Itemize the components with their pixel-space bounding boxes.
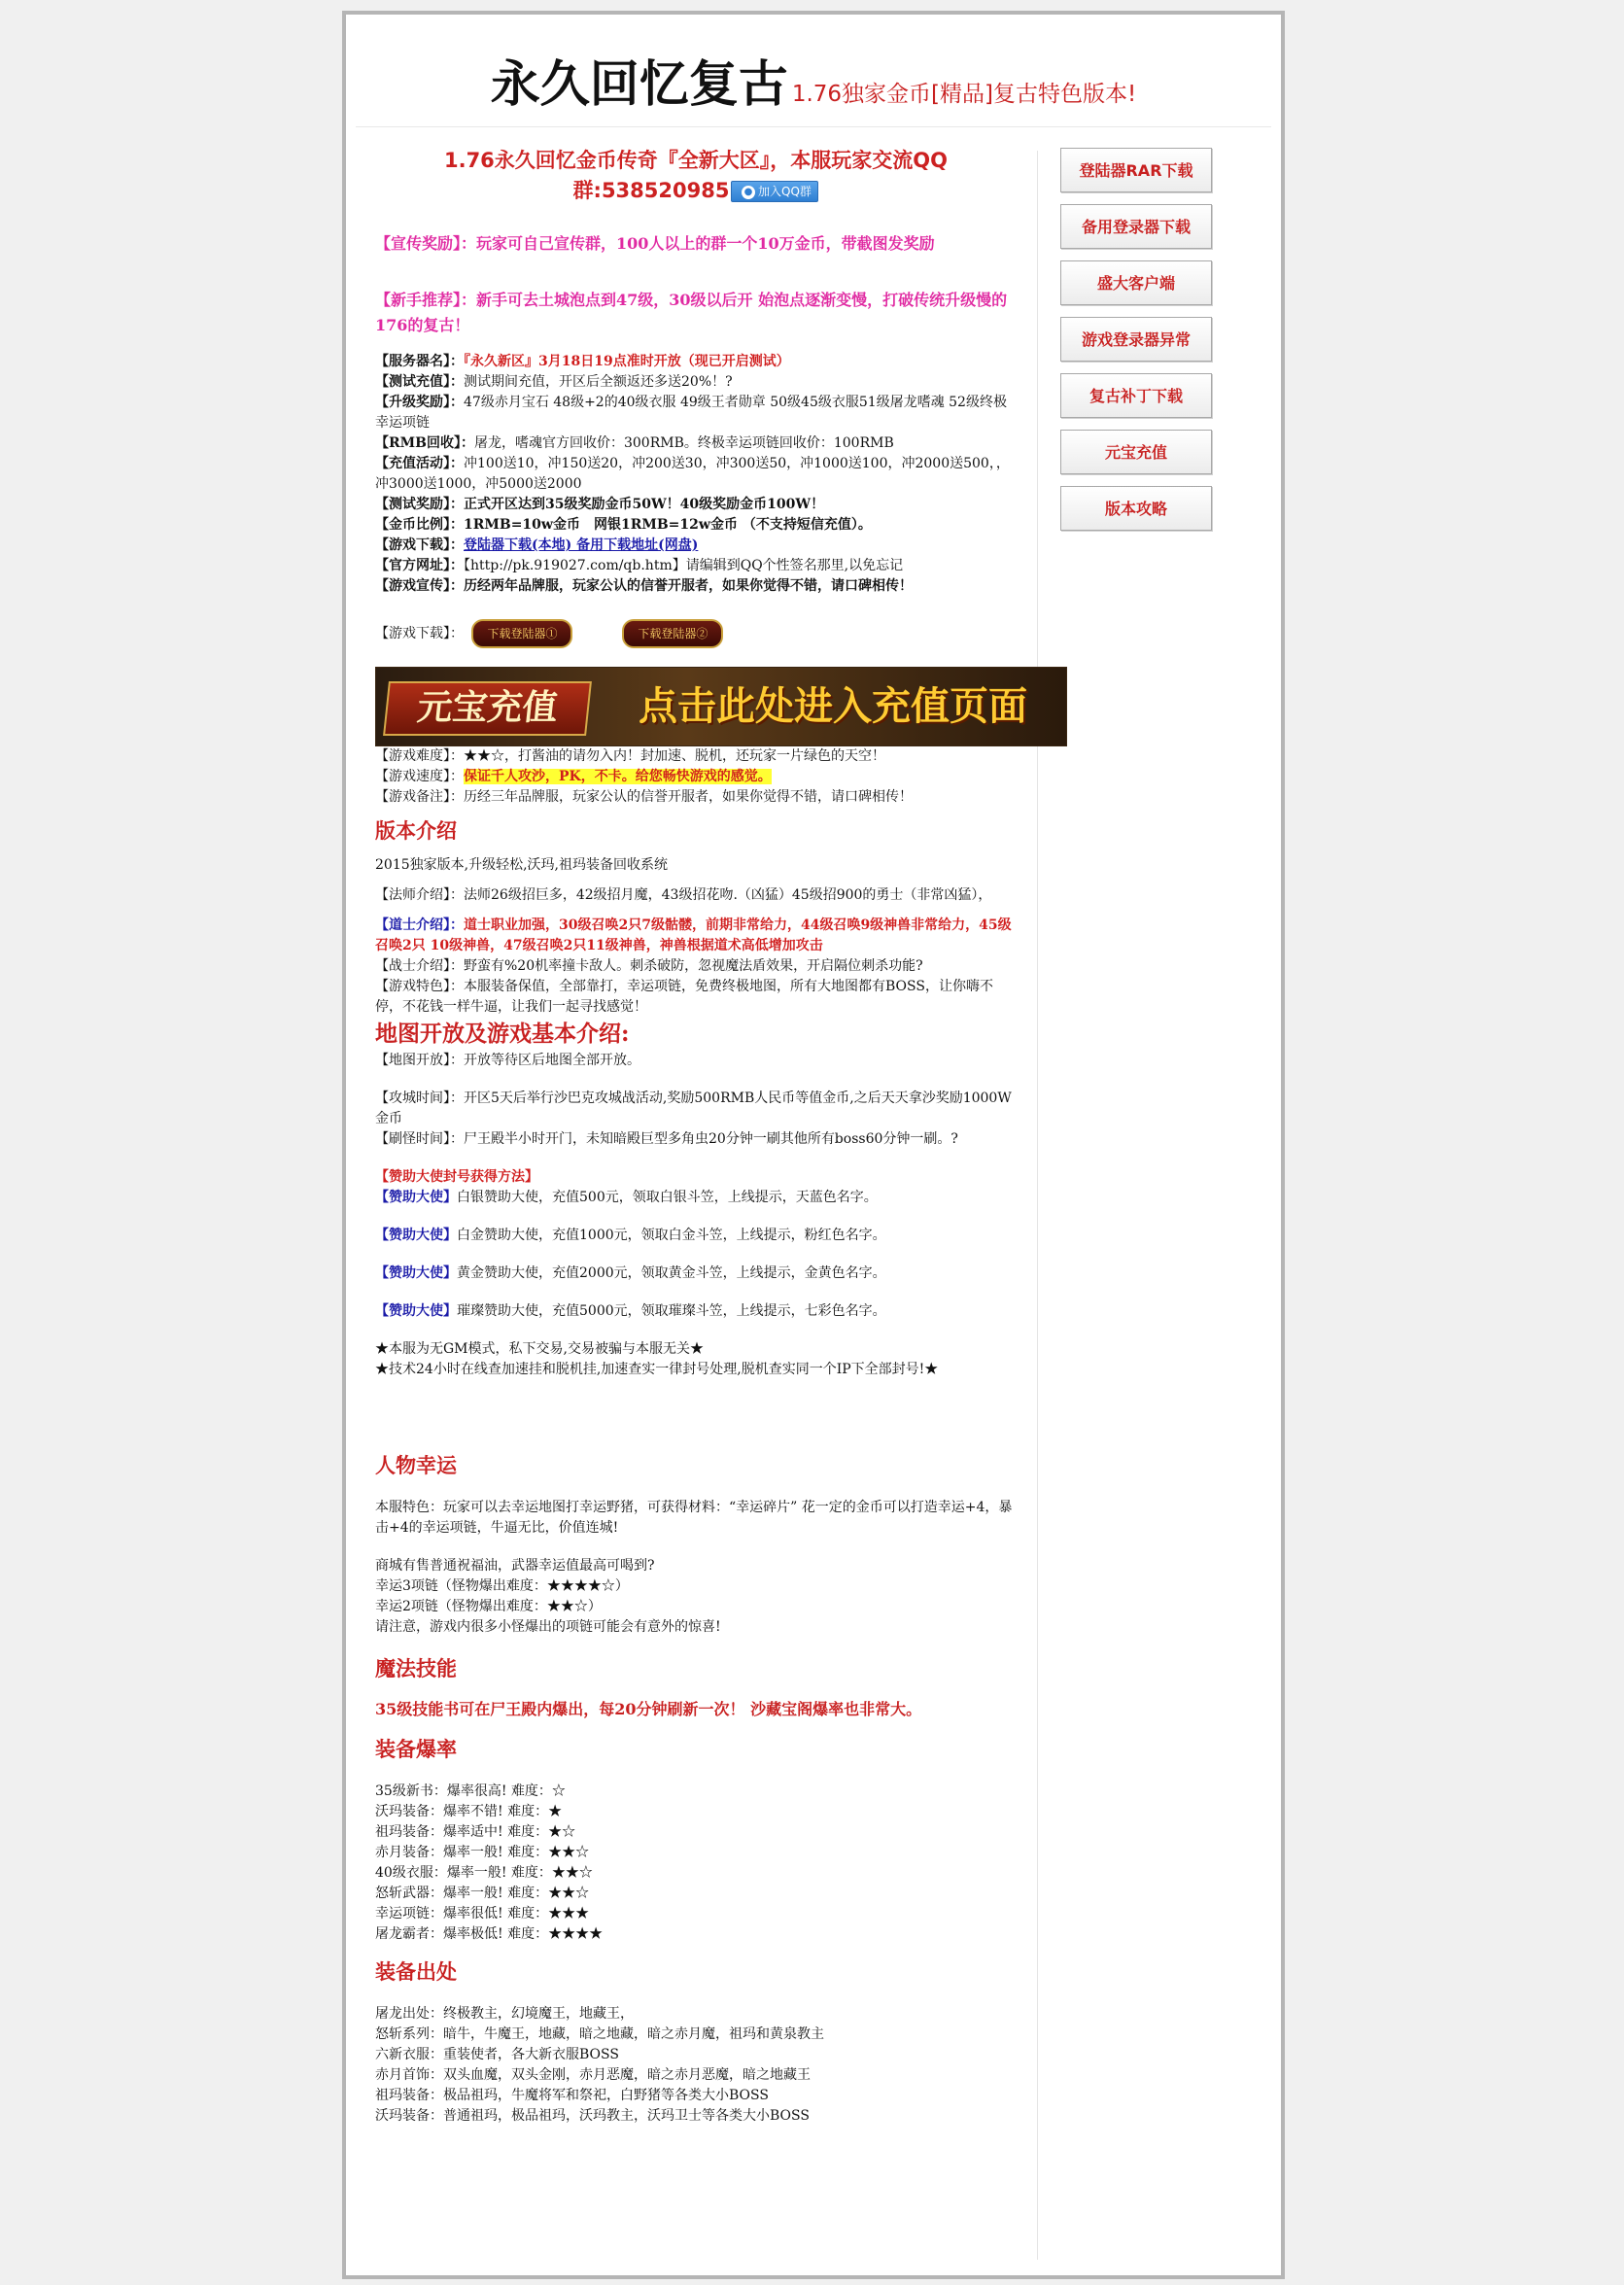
list-item: 赤月装备：爆率一般! 难度：★★☆ — [375, 1845, 590, 1860]
rule-no-gm: ★本服为无GM模式，私下交易,交易被骗与本服无关★ — [375, 1341, 704, 1357]
list-item: 怒斩武器：爆率一般! 难度：★★☆ — [375, 1886, 590, 1901]
sidebar-launcher-error[interactable]: 游戏登录器异常 — [1060, 317, 1212, 362]
warrior-intro: 【战士介绍】：野蛮有%20机率撞卡敌人。刺杀破防，忽视魔法盾效果，开启隔位刺杀功能? — [375, 958, 923, 974]
headline-qq-number: 群:538520985 — [572, 179, 730, 202]
section-version-title: 版本介绍 — [375, 819, 457, 843]
luck-p1: 本服特色：玩家可以去幸运地图打幸运野猪，可获得材料：“幸运碎片” 花一定的金币可以打造幸运+4，暴击+4的幸运项链，牛逼无比，价值连城! — [375, 1500, 1013, 1536]
title-row — [346, 44, 1281, 116]
mage-intro: 【法师介绍】：法师26级招巨多，42级招月魔，43级招花吻.（凶猛）45级招900的勇士（非常凶猛）， — [375, 887, 992, 903]
equipment-source-list — [375, 2004, 1017, 2127]
note-value: 历经三年品牌服，玩家公认的信誉开服者，如果你觉得不错，请口碑相传！ — [464, 789, 913, 805]
list-item: 屠龙霸者：爆率极低! 难度：★★★★ — [375, 1926, 604, 1942]
drop-rate-list — [375, 1782, 1017, 1945]
info-server-name: 【服务器名】：『永久新区』3月18日19点准时开放（现已开启测试） — [375, 354, 790, 369]
info-test-reward: 【测试奖励】：正式开区达到35级奖励金币50W！40级奖励金币100W！ — [375, 497, 825, 512]
page-container — [342, 11, 1285, 2279]
sidebar-patch-download[interactable]: 复古补丁下载 — [1060, 373, 1212, 418]
server-info-list — [375, 352, 1017, 597]
list-item: 40级衣服：爆率一般! 难度：★★☆ — [375, 1865, 593, 1881]
section-luck-title: 人物幸运 — [375, 1454, 457, 1477]
info-test-recharge: 【测试充值】：测试期间充值，开区后全额返还多送20%！? — [375, 374, 733, 390]
siege-time: 【攻城时间】：开区5天后举行沙巴克攻城战活动,奖励500RMB人民币等值金币,之后天天拿沙奖励1000W金币 — [375, 1091, 1012, 1126]
download-launcher-1-button[interactable]: 下载登陆器① — [471, 619, 572, 648]
info-rmb-recycle: 【RMB回收】：屠龙，嗜魂官方回收价：300RMB。终极幸运项链回收价：100RMB — [375, 435, 894, 451]
info-game-download: 【游戏下载】：登陆器下载(本地) 备用下载地址(网盘) — [375, 537, 699, 553]
sidebar-launcher-rar-download[interactable]: 登陆器RAR下载 — [1060, 148, 1212, 192]
sponsor-platinum: 【赞助大使】白金赞助大使，充值1000元，领取白金斗笠，上线提示，粉红色名字。 — [375, 1228, 886, 1243]
section-magic-title: 魔法技能 — [375, 1657, 457, 1680]
newbie-tip: 【新手推荐】：新手可去土城泡点到47级，30级以后开 始泡点逐渐变慢，打破传统升级慢的176的复古！ — [375, 291, 1008, 334]
game-feature: 【游戏特色】：本服装备保值，全部靠打，幸运项链，免费终极地图，所有大地图都有BOSS，让你嗨不停，不花钱一样牛逼，让我们一起寻找感觉！ — [375, 979, 993, 1015]
difficulty-value: ★★☆，打酱油的请勿入内！封加速、脱机，还玩家一片绿色的天空！ — [464, 748, 885, 764]
section-sources-title: 装备出处 — [375, 1960, 457, 1984]
download-links[interactable]: 登陆器下载(本地) 备用下载地址(网盘) — [464, 537, 699, 553]
site-title: 永久回忆复古 — [490, 56, 788, 114]
sponsor-silver: 【赞助大使】白银赞助大使，充值500元，领取白银斗笠，上线提示，天蓝色名字。 — [375, 1190, 878, 1205]
list-item: 祖玛装备：极品祖玛，牛魔将军和祭祀，白野猪等各类大小BOSS — [375, 2088, 769, 2103]
sidebar-backup-launcher-download[interactable]: 备用登录器下载 — [1060, 204, 1212, 249]
info-official-site: 【官方网址】：【http://pk.919027.com/qb.htm】请编辑到QQ个性签名那里,以免忘记 — [375, 558, 904, 573]
game-meta: 【游戏难度】：★★☆，打酱油的请勿入内！封加速、脱机，还玩家一片绿色的天空！ 【游戏速度】：保证千人攻沙，PK，不卡。给您畅快游戏的感觉。 【游戏备注】：历经三年品牌服，玩家公认的信誉开服者，如果你觉得不错，请口碑相传！ — [375, 748, 913, 805]
info-level-reward: 【升级奖励】：47级赤月宝石 48级+2的40级衣服 49级王者勋章 50级45级衣服51级屠龙嗜魂 52级终极幸运项链 — [375, 395, 1007, 431]
publicity-reward: 【宣传奖励】：玩家可自己宣传群，100人以上的群一个10万金币，带截图发奖励 — [375, 234, 935, 253]
luck-p3: 幸运3项链（怪物爆出难度：★★★★☆） — [375, 1578, 629, 1594]
map-open: 【地图开放】：开放等待区后地图全部开放。 — [375, 1053, 640, 1068]
sponsor-brilliant: 【赞助大使】璀璨赞助大使，充值5000元，领取璀璨斗笠，上线提示，七彩色名字。 — [375, 1303, 886, 1319]
list-item: 赤月首饰：双头血魔，双头金刚，赤月恶魔，暗之赤月恶魔，暗之地藏王 — [375, 2067, 811, 2083]
list-item: 六新衣服：重装使者，各大新衣服BOSS — [375, 2047, 619, 2062]
speed-value: 保证千人攻沙，PK，不卡。给您畅快游戏的感觉。 — [464, 769, 772, 784]
list-item: 沃玛装备：爆率不错! 难度：★ — [375, 1804, 563, 1819]
sponsor-gold: 【赞助大使】黄金赞助大使，充值2000元，领取黄金斗笠，上线提示，金黄色名字。 — [375, 1265, 886, 1281]
list-item: 幸运项链：爆率很低! 难度：★★★ — [375, 1906, 590, 1921]
info-recharge-event: 【充值活动】：冲100送10，冲150送20，冲200送30，冲300送50，冲1000送100，冲2000送500，，冲3000送1000，冲5000送2000 — [375, 456, 1010, 492]
refresh-time: 【刷怪时间】：尸王殿半小时开门，未知暗殿巨型多角虫20分钟一刷其他所有boss60分钟一刷。? — [375, 1131, 958, 1147]
headline-line2-row — [375, 176, 1017, 206]
site-subtitle: 1.76独家金币[精品]复古特色版本! — [791, 82, 1137, 107]
rule-anti-cheat: ★技术24小时在线查加速挂和脱机挂,加速查实一律封号处理,脱机查实同一个IP下全部封号!★ — [375, 1362, 939, 1377]
headline-line1: 1.76永久回忆金币传奇『全新大区』，本服玩家交流QQ — [443, 149, 948, 172]
taoist-intro: 【道士介绍】：道士职业加强，30级召唤2只7级骷髅，前期非常给力，44级召唤9级神兽非常给力，45级召唤2只 10级神兽，47级召唤2只11级神兽，神兽根据道术高低增加攻击 — [375, 917, 1012, 953]
download-row — [375, 614, 1017, 653]
recharge-banner[interactable] — [375, 667, 1067, 746]
info-game-promo: 【游戏宣传】：历经两年品牌服，玩家公认的信誉开服者，如果你觉得不错，请口碑相传！ — [375, 578, 913, 594]
luck-p5: 请注意，游戏内很多小怪爆出的项链可能会有意外的惊喜! — [375, 1619, 721, 1635]
list-item: 祖玛装备：爆率适中! 难度：★☆ — [375, 1824, 576, 1840]
sidebar-shanda-client[interactable]: 盛大客户端 — [1060, 260, 1212, 305]
sponsor-title: 【赞助大使封号获得方法】 — [375, 1169, 538, 1185]
version-intro: 2015独家版本,升级轻松,沃玛,祖玛装备回收系统 — [375, 857, 668, 873]
list-item: 沃玛装备：普通祖玛，极品祖玛，沃玛教主，沃玛卫士等各类大小BOSS — [375, 2108, 810, 2124]
sidebar-ingot-recharge[interactable]: 元宝充值 — [1060, 430, 1212, 474]
section-map-title: 地图开放及游戏基本介绍: — [375, 1021, 630, 1047]
download-label: 【游戏下载】： — [375, 626, 464, 641]
join-qq-group-button[interactable] — [731, 181, 818, 202]
luck-p2: 商城有售普通祝福油，武器幸运值最高可喝到? — [375, 1558, 655, 1574]
join-qq-label: 加入QQ群 — [758, 185, 812, 198]
main-content — [375, 146, 1027, 2127]
luck-p4: 幸运2项链（怪物爆出难度：★★☆） — [375, 1599, 602, 1614]
list-item: 35级新书：爆率很高! 难度：☆ — [375, 1783, 566, 1799]
banner-ingot-recharge: 元宝充值 — [383, 681, 592, 736]
sidebar-version-guide[interactable]: 版本攻略 — [1060, 486, 1212, 531]
section-drops-title: 装备爆率 — [375, 1738, 457, 1761]
header-divider — [356, 126, 1271, 127]
magic-text: 35级技能书可在尸王殿内爆出，每20分钟刷新一次！ 沙藏宝阁爆率也非常大。 — [375, 1700, 922, 1718]
column-divider — [1037, 151, 1038, 2260]
download-launcher-2-button[interactable]: 下载登陆器② — [622, 619, 723, 648]
qq-people-icon: ● — [742, 186, 755, 199]
header — [346, 15, 1281, 123]
banner-click-text: 点击此处进入充值页面 — [639, 684, 1027, 729]
headline — [375, 146, 1017, 206]
list-item: 屠龙出处：终极教主，幻境魔王，地藏王， — [375, 2006, 634, 2022]
sidebar — [1060, 148, 1216, 542]
info-gold-ratio: 【金币比例】：1RMB=10w金币 网银1RMB=12w金币 （不支持短信充值）。 — [375, 517, 872, 533]
list-item: 怒斩系列：暗牛，牛魔王，地藏，暗之地藏，暗之赤月魔，祖玛和黄泉教主 — [375, 2026, 824, 2042]
